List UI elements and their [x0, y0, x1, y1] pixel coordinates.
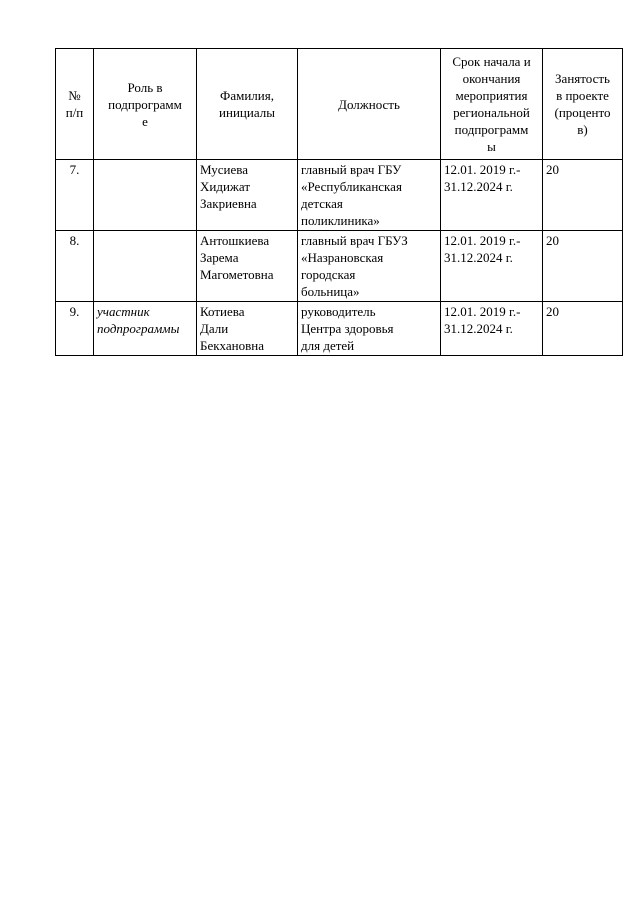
cell-load: 20	[543, 302, 623, 356]
cell-position: главный врач ГБУЗ «Назрановская городская больница»	[298, 231, 441, 302]
table-header-row	[56, 49, 623, 160]
cell-name: Антошкиева Зарема Магометовна	[197, 231, 298, 302]
cell-position: руководитель Центра здоровья для детей	[298, 302, 441, 356]
cell-number: 7.	[56, 160, 94, 231]
header-number: № п/п	[56, 49, 94, 160]
cell-role	[94, 231, 197, 302]
cell-term: 12.01. 2019 г.- 31.12.2024 г.	[441, 302, 543, 356]
header-load: Занятость в проекте (проценто в)	[543, 49, 623, 160]
cell-term: 12.01. 2019 г.- 31.12.2024 г.	[441, 231, 543, 302]
cell-load: 20	[543, 160, 623, 231]
cell-role	[94, 160, 197, 231]
cell-name: Мусиева Хидижат Закриевна	[197, 160, 298, 231]
header-role: Роль в подпрограмм е	[94, 49, 197, 160]
cell-load: 20	[543, 231, 623, 302]
header-position: Должность	[298, 49, 441, 160]
table-row	[56, 160, 623, 231]
cell-name: Котиева Дали Бекхановна	[197, 302, 298, 356]
header-term: Срок начала и окончания мероприятия региональной подпрограмм ы	[441, 49, 543, 160]
table-row	[56, 302, 623, 356]
cell-position: главный врач ГБУ «Республиканская детская поликлиника»	[298, 160, 441, 231]
cell-term: 12.01. 2019 г.- 31.12.2024 г.	[441, 160, 543, 231]
table-row	[56, 231, 623, 302]
participants-table	[55, 48, 623, 356]
cell-number: 9.	[56, 302, 94, 356]
cell-role: участник подпрограммы	[94, 302, 197, 356]
header-name: Фамилия, инициалы	[197, 49, 298, 160]
cell-number: 8.	[56, 231, 94, 302]
